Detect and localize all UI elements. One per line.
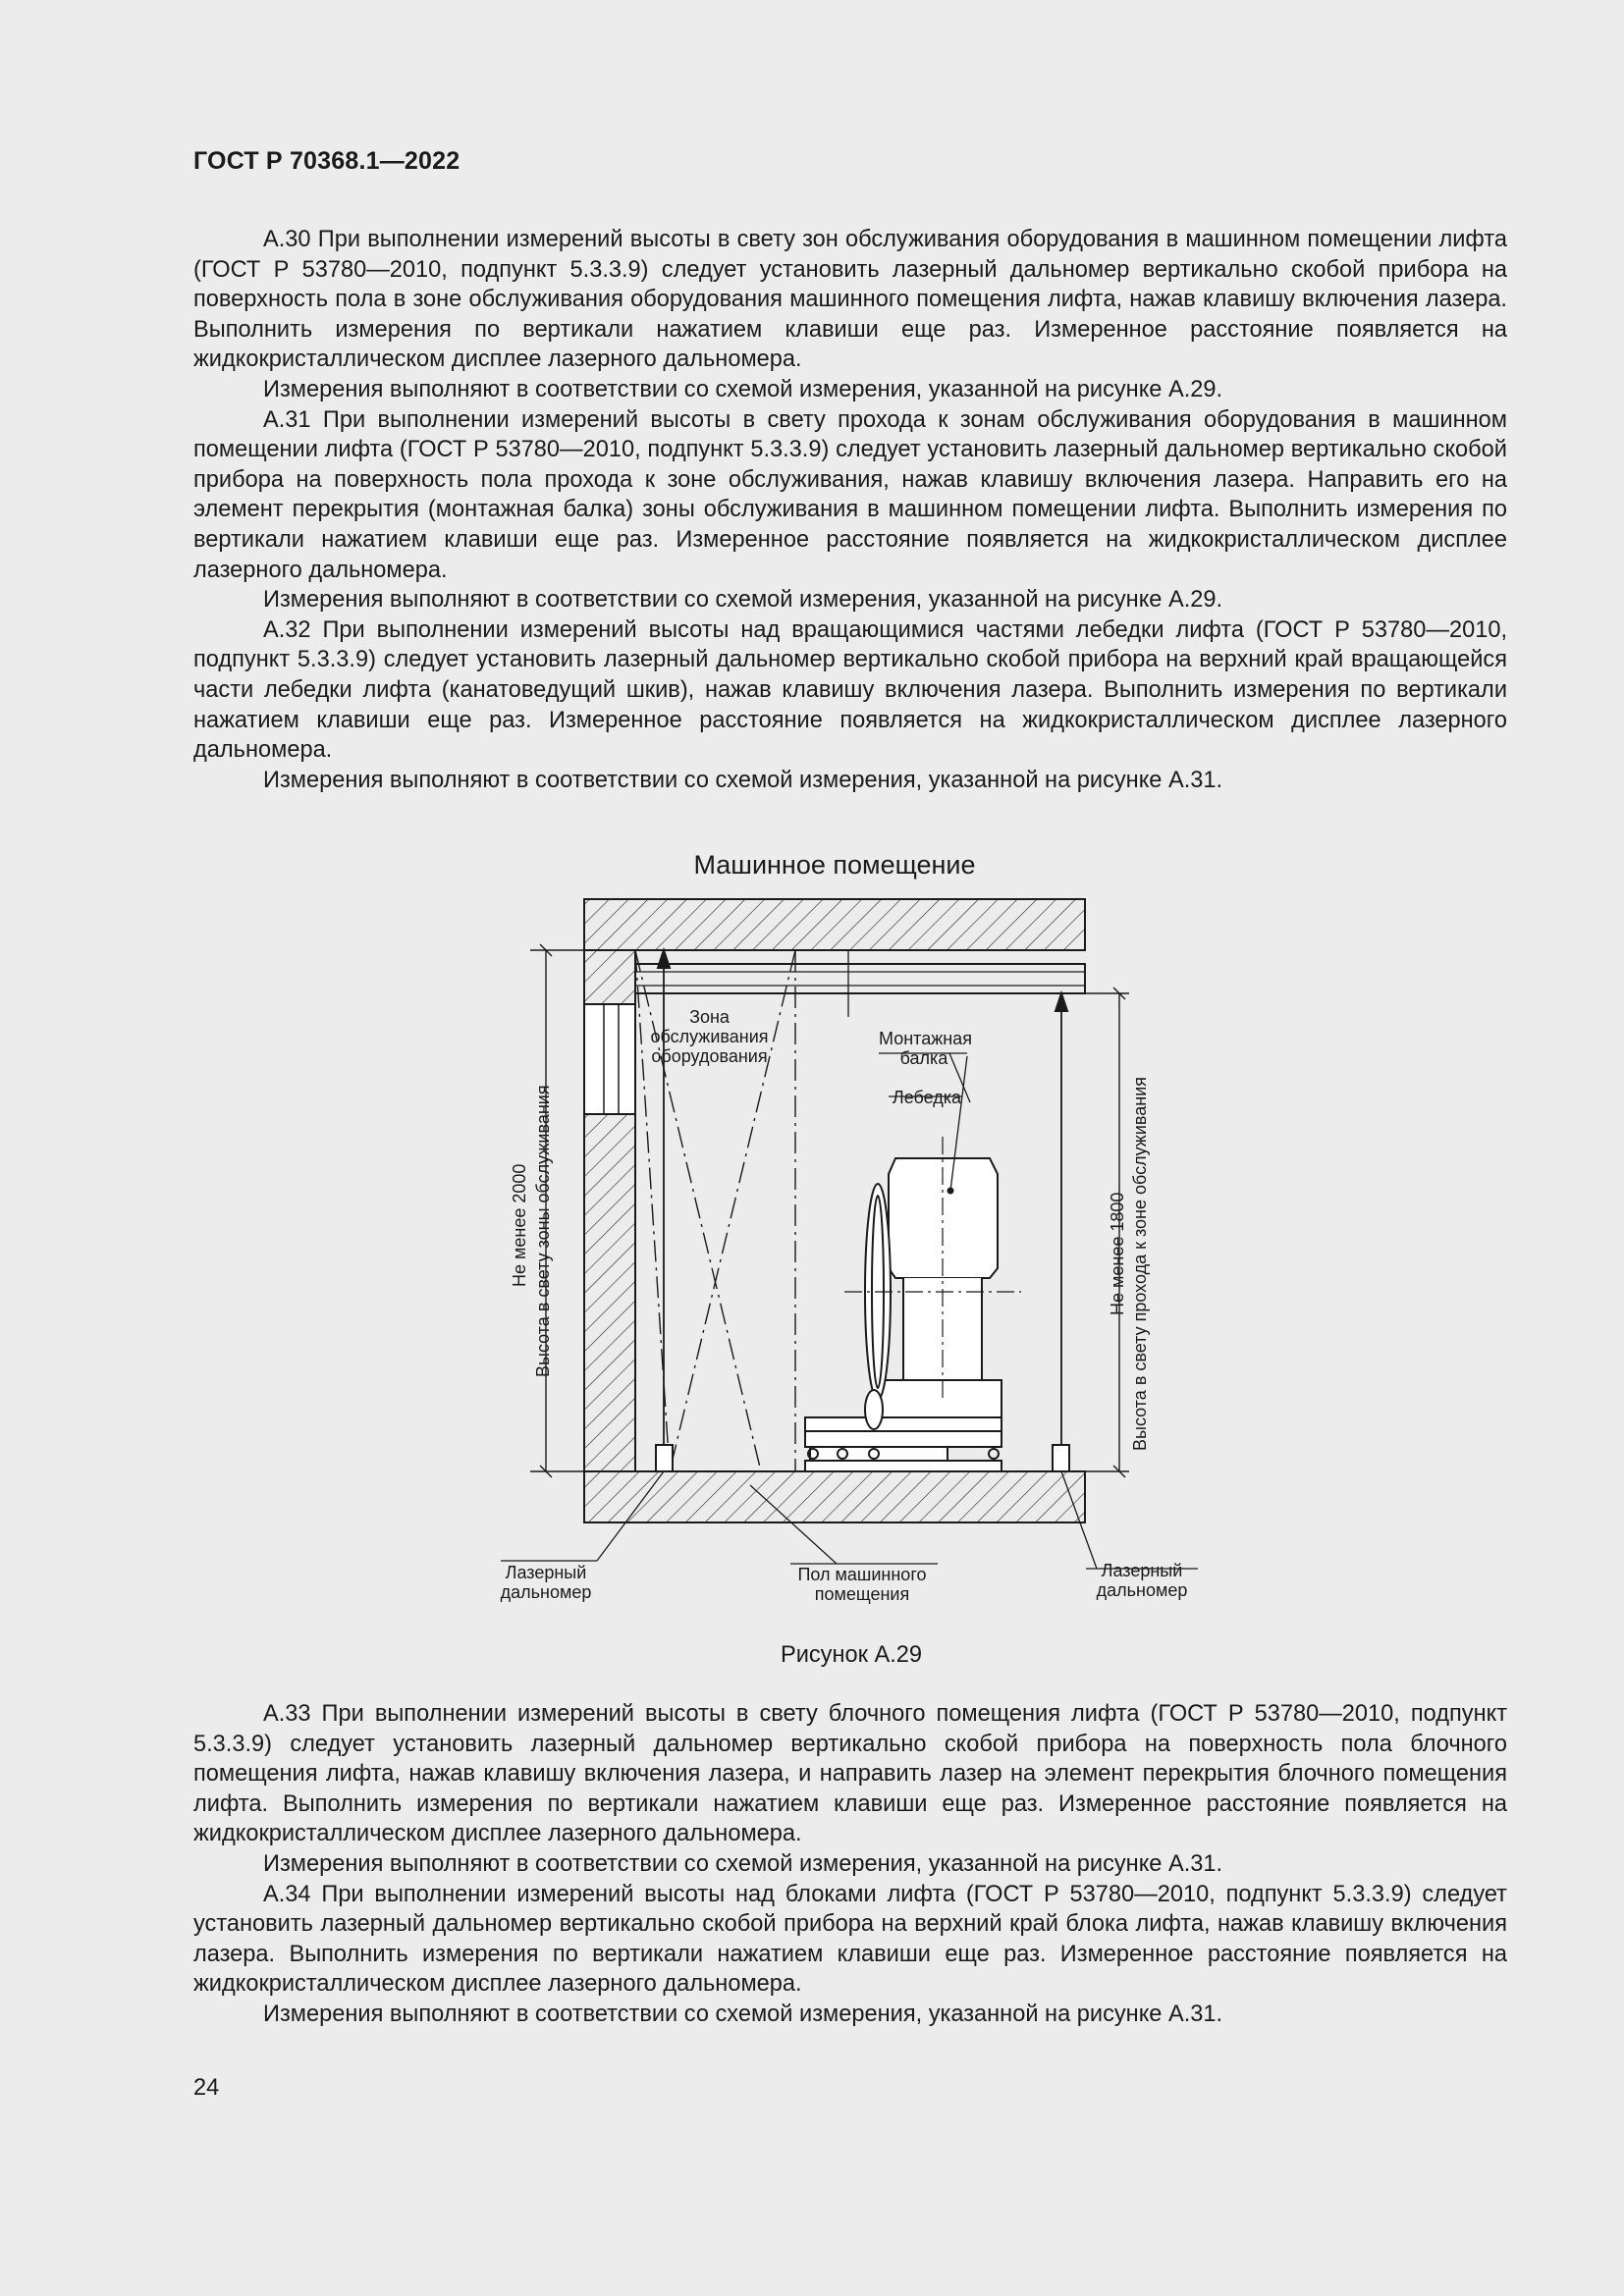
label-right-dimension: Не менее 1800 (1108, 1192, 1127, 1315)
floor-slab (584, 1471, 1085, 1522)
paragraph: Измерения выполняют в соответствии со схемой измерения, указанной на рисунке А.31. (263, 1850, 1223, 1877)
figure-caption: Рисунок А.29 (780, 1642, 923, 1668)
ceiling-slab (584, 899, 1085, 950)
paragraph: А.31 При выполнении измерений высоты в свету прохода к зонам обслуживания оборудования в машинном помещении лифта (ГОСТ Р 53780—2010, подпункт 5.3.3.9) следует установить лазерный дальномер вертикально скобой прибора на поверхность пола прохода к зоне обслуживания, нажав клавишу включения лазера. Направить его на элемент перекрытия (монтажная балка) зоны обслуживания в машинном помещении лифта. Выполнить измерения по вертикали нажатием клавиши еще раз. Измеренное расстояние появляется на жидкокристаллическом дисплее лазерного дальномера. (193, 406, 1507, 583)
paragraph: А.33 При выполнении измерений высоты в свету блочного помещения лифта (ГОСТ Р 53780—2010, подпункт 5.3.3.9) следует установить лазерный дальномер вертикально скобой прибора на поверхность пола блочного помещения лифта, нажав клавишу включения лазера, и направить лазер на элемент перекрытия блочного помещения лифта. Выполнить измерения по вертикали нажатием клавиши еще раз. Измеренное расстояние появляется на жидкокристаллическом дисплее лазерного дальномера. (193, 1701, 1507, 1847)
paragraph: Измерения выполняют в соответствии со схемой измерения, указанной на рисунке А.29. (263, 587, 1223, 614)
document-header: ГОСТ Р 70368.1—2022 (193, 147, 460, 175)
paragraph: А.34 При выполнении измерений высоты над блоками лифта (ГОСТ Р 53780—2010, подпункт 5.3.3.9) следует установить лазерный дальномер вертикально скобой прибора на верхний край блока лифта, нажав клавишу включения лазера. Выполнить измерения по вертикали нажатием клавиши еще раз. Измеренное расстояние появляется на жидкокристаллическом дисплее лазерного дальномера. (193, 1881, 1507, 1998)
label-laser-left: Лазерный дальномер (500, 1563, 592, 1602)
page-number: 24 (193, 2075, 220, 2101)
label-service-zone: Зона обслуживания оборудования (650, 1007, 769, 1066)
label-laser-right: Лазерный дальномер (1096, 1561, 1188, 1600)
paragraph: Измерения выполняют в соответствии со схемой измерения, указанной на рисунке А.31. (263, 767, 1223, 793)
paragraph: А.30 При выполнении измерений высоты в свету зон обслуживания оборудования в машинном помещении лифта (ГОСТ Р 53780—2010, подпункт 5.3.3.9) следует установить лазерный дальномер вертикально скобой прибора на поверхность пола в зоне обслуживания оборудования машинного помещения лифта, нажав клавишу включения лазера. Выполнить измерения по вертикали нажатием клавиши еще раз. Измеренное расстояние появляется на жидкокристаллическом дисплее лазерного дальномера. (193, 227, 1507, 373)
laser-device-left (656, 1445, 673, 1471)
label-right-height: Высота в свету прохода к зоне обслуживания (1130, 1076, 1150, 1451)
winch (805, 1158, 1001, 1471)
paragraph: А.32 При выполнении измерений высоты над вращающимися частями лебедки лифта (ГОСТ Р 53780—2010, подпункт 5.3.3.9) следует установить лазерный дальномер вертикально скобой прибора на верхний край вращающейся части лебедки лифта (канатоведущий шкив), нажав клавишу включения лазера. Выполнить измерения по вертикали нажатием клавиши еще раз. Измеренное расстояние появляется на жидкокристаллическом дисплее лазерного дальномера. (193, 616, 1507, 764)
paragraph: Измерения выполняют в соответствии со схемой измерения, указанной на рисунке А.31. (263, 2001, 1223, 2027)
label-left-height: Высота в свету зоны обслуживания (533, 1085, 553, 1377)
label-winch: Лебедка (892, 1088, 962, 1107)
label-left-dimension: Не менее 2000 (510, 1163, 529, 1287)
label-floor: Пол машинного помещения (797, 1565, 927, 1604)
laser-device-right (1053, 1445, 1069, 1471)
left-wall-lower (584, 1114, 635, 1471)
text-block-bottom (193, 1699, 1507, 2030)
text-block-top (193, 225, 1507, 795)
label-mounting-beam: Монтажная балка (879, 1029, 972, 1068)
figure-machine-room (471, 842, 1237, 1628)
wall-opening (584, 1004, 635, 1114)
figure-title: Машинное помещение (693, 850, 976, 880)
paragraph: Измерения выполняют в соответствии со схемой измерения, указанной на рисунке А.29. (263, 376, 1223, 402)
left-wall-upper (584, 950, 635, 1004)
mounting-beam (635, 964, 1085, 993)
